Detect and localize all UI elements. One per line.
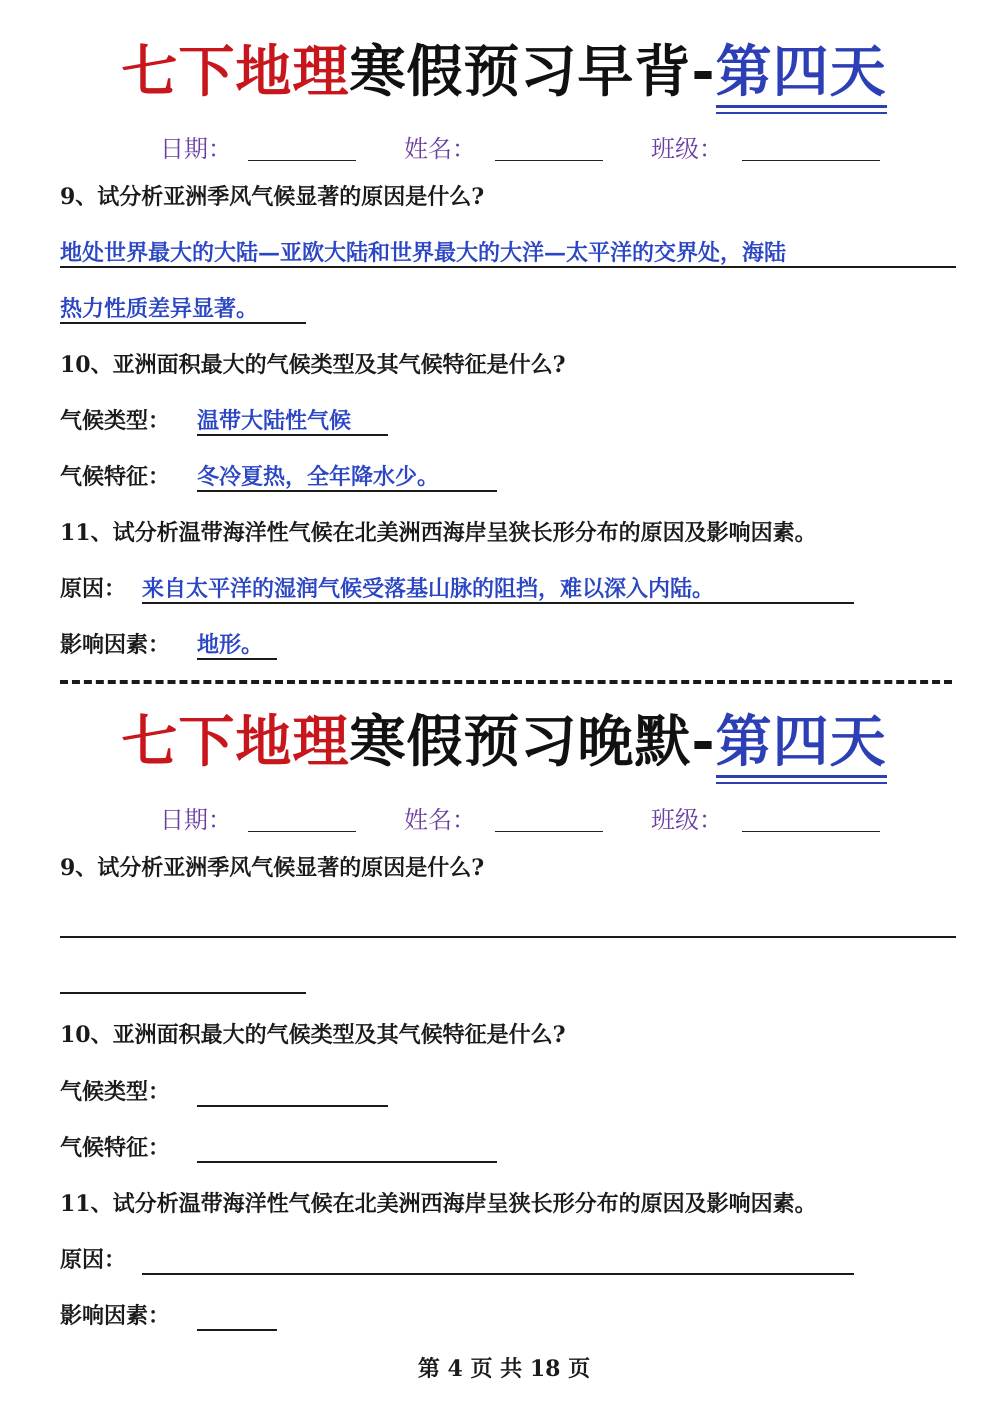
section-divider bbox=[60, 680, 952, 684]
morning-q11-factor-underline bbox=[197, 658, 277, 660]
morning-q11-factor-label: 影响因素： bbox=[60, 632, 171, 658]
evening-q10-type-label: 气候类型： bbox=[60, 1079, 171, 1105]
evening-q11-factor-label: 影响因素： bbox=[60, 1303, 171, 1329]
morning-q10-feature-answer: 冬冷夏热，全年降水少。 bbox=[197, 464, 440, 490]
evening-name-label: 姓名： bbox=[404, 806, 476, 834]
evening-date-field[interactable] bbox=[248, 831, 356, 832]
morning-q10-question: 10、亚洲面积最大的气候类型及其气候特征是什么? bbox=[60, 352, 566, 378]
morning-q11-question: 11、试分析温带海洋性气候在北美洲西海岸呈狭长形分布的原因及影响因素。 bbox=[60, 520, 817, 546]
page-number: 第 4 页 共 18 页 bbox=[417, 1356, 591, 1382]
morning-q9-question: 9、试分析亚洲季风气候显著的原因是什么? bbox=[60, 184, 485, 210]
evening-q11-reason-label: 原因： bbox=[60, 1247, 127, 1273]
evening-q10-type-blank[interactable] bbox=[197, 1105, 388, 1107]
evening-title bbox=[0, 708, 1008, 778]
evening-title-main: 寒假预习晚默- bbox=[349, 710, 716, 775]
evening-name-field[interactable] bbox=[495, 831, 603, 832]
morning-q10-feature-underline bbox=[197, 490, 497, 492]
morning-q10-type-underline bbox=[197, 434, 388, 436]
morning-date-label: 日期： bbox=[160, 135, 232, 163]
morning-q9-answer-line1: 地处世界最大的大陆—亚欧大陆和世界最大的大洋—太平洋的交界处，海陆 bbox=[60, 240, 787, 266]
evening-q10-feature-label: 气候特征： bbox=[60, 1135, 171, 1161]
morning-q9-answer-underline1 bbox=[60, 266, 956, 268]
evening-q9-question: 9、试分析亚洲季风气候显著的原因是什么? bbox=[60, 855, 485, 881]
evening-q9-answer-line1[interactable] bbox=[60, 936, 956, 938]
morning-title-day: 第四天 bbox=[716, 40, 887, 108]
evening-q9-answer-line2[interactable] bbox=[60, 992, 306, 994]
evening-class-field[interactable] bbox=[742, 831, 880, 832]
morning-q11-reason-answer: 来自太平洋的湿润气候受落基山脉的阻挡，难以深入内陆。 bbox=[142, 576, 715, 602]
morning-class-label: 班级： bbox=[651, 135, 723, 163]
morning-title-subject: 七下地理 bbox=[121, 40, 350, 105]
morning-name-field[interactable] bbox=[495, 160, 603, 161]
morning-name-label: 姓名： bbox=[404, 135, 476, 163]
morning-q9-answer-underline2 bbox=[60, 322, 306, 324]
evening-q11-factor-blank[interactable] bbox=[197, 1329, 277, 1331]
morning-title bbox=[0, 38, 1008, 108]
evening-q10-feature-blank[interactable] bbox=[197, 1161, 497, 1163]
morning-q11-reason-underline bbox=[142, 602, 854, 604]
evening-title-subject: 七下地理 bbox=[121, 710, 350, 775]
evening-q11-question: 11、试分析温带海洋性气候在北美洲西海岸呈狭长形分布的原因及影响因素。 bbox=[60, 1191, 817, 1217]
evening-title-day: 第四天 bbox=[716, 710, 887, 778]
evening-q10-question: 10、亚洲面积最大的气候类型及其气候特征是什么? bbox=[60, 1022, 566, 1048]
morning-q11-reason-label: 原因： bbox=[60, 576, 127, 602]
morning-q11-factor-answer: 地形。 bbox=[197, 632, 264, 658]
morning-q10-type-answer: 温带大陆性气候 bbox=[197, 408, 352, 434]
morning-class-field[interactable] bbox=[742, 160, 880, 161]
evening-date-label: 日期： bbox=[160, 806, 232, 834]
morning-q9-answer-line2: 热力性质差异显著。 bbox=[60, 296, 259, 322]
morning-date-field[interactable] bbox=[248, 160, 356, 161]
evening-class-label: 班级： bbox=[651, 806, 723, 834]
morning-title-main: 寒假预习早背- bbox=[349, 40, 716, 105]
morning-q10-feature-label: 气候特征： bbox=[60, 464, 171, 490]
evening-q11-reason-blank[interactable] bbox=[142, 1273, 854, 1275]
morning-q10-type-label: 气候类型： bbox=[60, 408, 171, 434]
